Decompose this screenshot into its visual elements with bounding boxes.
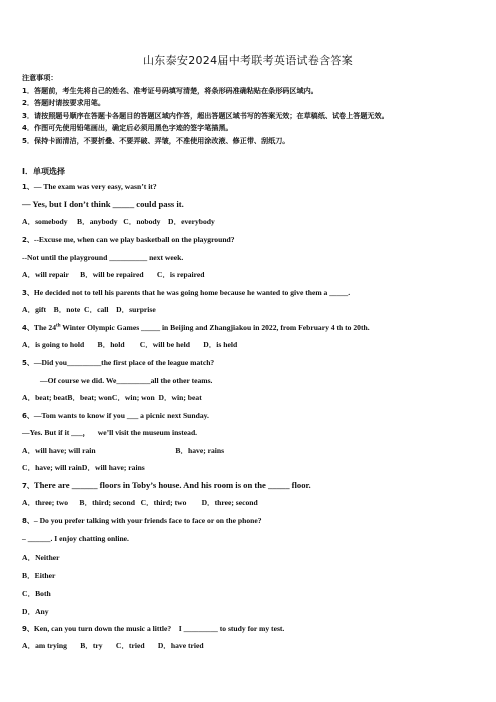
question-5-stem [22,358,214,368]
question-1-stem [22,182,157,192]
question-6-options-cd: C．have; will rainD．will have; rains [22,463,145,472]
question-5-options: A．beat; beatB．beat; wonC．win; won D．win; beat [22,393,202,402]
question-text: —Did you_________the first place of the league match? [33,358,215,367]
question-text: Ken, can you turn down the music a little? I _________ to study for my test. [33,624,285,633]
question-7-options: A．three; two B．third; second C．third; two D．three; second [22,498,258,507]
question-number: 9、 [22,625,34,633]
note-item: 4．作图可先使用铅笔画出，确定后必须用黑色字迹的签字笔描黑。 [22,123,233,132]
question-text: — The exam was very easy, wasn’t it? [33,182,157,191]
question-8-stem [22,516,262,526]
question-8-option-b: B．Either [22,571,56,580]
question-number: 5、 [22,359,34,367]
notes-heading: 注意事项： [22,73,58,82]
question-8-option-d: D．Any [22,607,49,616]
question-4-stem [22,323,370,333]
question-number: 3、 [22,289,34,297]
question-7-stem [22,480,311,491]
section-heading: Ⅰ．单项选择 [22,167,65,176]
notes-block [22,72,487,147]
question-text: —Tom wants to know if you ___ a picnic next Sunday. [33,411,209,420]
question-number: 8、 [22,517,34,525]
question-text: There are ______ floors in Toby’s house. And his room is on the _____ floor. [33,480,311,490]
note-item: 2．答题时请按要求用笔。 [22,98,105,107]
question-6-stem [22,411,209,421]
question-9-stem [22,624,284,634]
superscript: th [56,323,61,329]
question-9-options: A．am trying B．try C．tried D．have tried [22,641,204,650]
question-1-reply: — Yes, but I don’t think _____ could pass it. [22,199,184,209]
question-number: 2、 [22,236,34,244]
note-item: 5．保持卡面清洁，不要折叠、不要弄破、弄皱，不准使用涂改液、修正带、刮纸刀。 [22,135,290,145]
question-number: 1、 [22,183,34,191]
question-8-option-c: C．Both [22,589,51,598]
question-number: 7、 [22,482,34,490]
question-4-options: A．is going to hold B．hold C．will be held D．is held [22,340,238,349]
question-text: Winter Olympic Games _____ in Beijing and Zhangjiakou in 2022, from February 4 th to 20th. [60,323,370,332]
question-8-reply: – ______. I enjoy chatting online. [22,534,129,543]
note-item: 1．答题前，考生先将自己的姓名、准考证号码填写清楚，将条形码准确粘贴在条形码区域内。 [22,85,318,95]
question-text: --Excuse me, when can we play basketball on the playground? [33,235,235,244]
question-2-reply: --Not until the playground __________ next week. [22,253,184,262]
question-6-options-ab: A．will have; will rain B．have; rains [22,446,225,455]
question-2-stem [22,235,235,245]
document-title: 山东泰安2024届中考联考英语试卷含答案 [143,54,353,67]
question-text: – Do you prefer talking with your friends face to face or on the phone? [33,516,262,525]
question-number: 6、 [22,412,34,420]
question-1-options: A．somebody B．anybody C．nobody D．everybody [22,217,215,226]
question-number: 4、 [22,324,34,332]
question-6-reply: —Yes. But if it ___， we’ll visit the museum instead. [22,428,198,437]
question-text: He decided not to tell his parents that he was going home because he wanted to give them a _____. [33,288,351,297]
question-3-stem [22,288,350,298]
question-text: The 24 [33,323,57,332]
question-8-option-a: A．Neither [22,553,60,562]
question-3-options: A．gift B．note C．call D．surprise [22,305,156,314]
question-5-reply: —Of course we did. We_________all the other teams. [40,376,213,385]
question-2-options: A．will repair B．will be repaired C．is repaired [22,270,205,279]
note-item: 3．请按照题号顺序在答题卡各题目的答题区域内作答，超出答题区域书写的答案无效；在草稿纸、试卷上答题无效。 [22,110,389,120]
